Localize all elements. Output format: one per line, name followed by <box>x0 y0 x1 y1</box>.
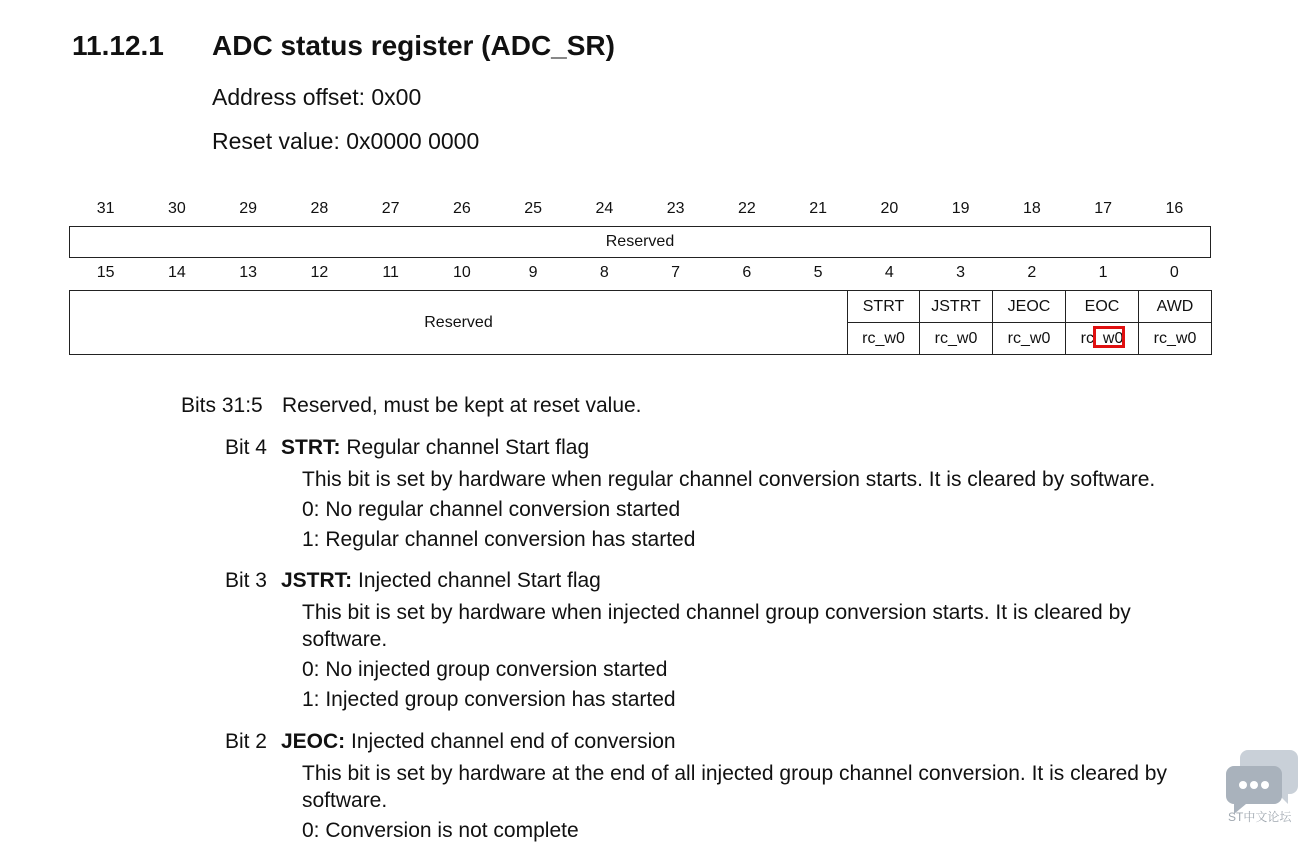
bit-number: 20 <box>880 200 899 217</box>
field-eoc: EOC <box>1066 291 1139 323</box>
bit-number: 23 <box>666 200 685 217</box>
field-jstrt: JSTRT <box>920 291 993 323</box>
bit-title: Injected channel end of conversion <box>351 730 676 753</box>
field-jeoc: JEOC <box>993 291 1066 323</box>
bit-description: This bit is set by hardware when regular channel conversion starts. It is cleared by software. <box>302 468 1156 491</box>
reserved-low-cell: Reserved <box>70 291 848 355</box>
bit-name: JEOC: <box>281 730 346 753</box>
bit-numbers-low <box>70 264 1210 282</box>
bit3-heading <box>200 569 601 593</box>
bit-value-1: 1: Regular channel conversion has started <box>302 528 696 551</box>
section-title: ADC status register (ADC_SR) <box>212 30 615 61</box>
bit-number: 31 <box>96 200 115 217</box>
bits-label: Bits 31:5 <box>181 394 263 417</box>
bit-value-1: 1: Injected group conversion has started <box>302 688 676 711</box>
bit-number: 24 <box>595 200 614 217</box>
access-awd: rc_w0 <box>1139 323 1212 355</box>
bit-label: Bit 2 <box>224 730 267 753</box>
reserved-high-cell: Reserved <box>70 227 1211 258</box>
access-eoc-prefix: rc_ <box>1080 329 1103 347</box>
bit-number: 11 <box>382 264 399 281</box>
bit-value-0: 0: Conversion is not complete <box>302 819 579 842</box>
bit-number: 1 <box>1098 264 1108 281</box>
red-highlight-box <box>1093 326 1125 348</box>
bit-numbers-high <box>70 200 1210 218</box>
bit-number: 27 <box>381 200 400 217</box>
bit-number: 30 <box>167 200 186 217</box>
bit-number: 28 <box>310 200 329 217</box>
access-eoc-highlighted: w0 <box>1102 329 1124 347</box>
bits-reserved-row <box>181 394 642 418</box>
bit2-body <box>302 760 1207 844</box>
bit-number: 4 <box>884 264 894 281</box>
register-high-table <box>69 226 1211 258</box>
bits-reserved-text: Reserved, must be kept at reset value. <box>282 394 642 417</box>
bit-number: 9 <box>528 264 538 281</box>
bit-name: JSTRT: <box>281 569 353 592</box>
bit-number: 2 <box>1027 264 1037 281</box>
bit-number: 22 <box>737 200 756 217</box>
reset-value: Reset value: 0x0000 0000 <box>212 128 480 154</box>
bit-label: Bit 4 <box>224 436 267 459</box>
bit-number: 7 <box>671 264 681 281</box>
bit-description: This bit is set by hardware when injected channel group conversion starts. It is cleared by software. <box>302 601 1131 651</box>
bit-number: 29 <box>239 200 258 217</box>
bit2-heading <box>200 730 676 754</box>
bit4-heading <box>200 436 589 460</box>
field-strt: STRT <box>848 291 920 323</box>
field-awd: AWD <box>1139 291 1212 323</box>
bit-number: 8 <box>599 264 609 281</box>
bit3-body <box>302 599 1207 713</box>
section-number: 11.12.1 <box>72 30 164 61</box>
bit-label: Bit 3 <box>224 569 267 592</box>
bit-value-0: 0: No regular channel conversion started <box>302 498 681 521</box>
bit-number: 26 <box>452 200 471 217</box>
address-offset: Address offset: 0x00 <box>212 84 422 110</box>
bit-number: 19 <box>951 200 970 217</box>
bit-title: Regular channel Start flag <box>346 436 590 459</box>
bit-number: 25 <box>524 200 543 217</box>
bit-number: 3 <box>956 264 966 281</box>
bit-value-0: 0: No injected group conversion started <box>302 658 668 681</box>
bit-number: 13 <box>239 264 258 281</box>
bit-number: 10 <box>452 264 471 281</box>
access-jeoc: rc_w0 <box>993 323 1066 355</box>
bit-description: This bit is set by hardware at the end of all injected group channel conversion. It is cleared by software. <box>302 762 1167 812</box>
section-heading <box>72 30 615 62</box>
bit-number: 5 <box>813 264 823 281</box>
access-strt: rc_w0 <box>848 323 920 355</box>
access-jstrt: rc_w0 <box>920 323 993 355</box>
bit-title: Injected channel Start flag <box>358 569 601 592</box>
bit-number: 15 <box>96 264 115 281</box>
bit-number: 21 <box>809 200 828 217</box>
bit-number: 6 <box>742 264 752 281</box>
bit-number: 17 <box>1094 200 1113 217</box>
bit-number: 16 <box>1165 200 1184 217</box>
bit-number: 14 <box>167 264 186 281</box>
bit-number: 18 <box>1022 200 1041 217</box>
forum-watermark-text: ST中文论坛 <box>1228 810 1292 824</box>
register-low-table <box>69 290 1212 355</box>
access-eoc <box>1066 323 1139 355</box>
bit-name: STRT: <box>281 436 341 459</box>
bit-number: 0 <box>1169 264 1179 281</box>
bit4-body <box>302 466 1207 553</box>
bit-number: 12 <box>310 264 329 281</box>
